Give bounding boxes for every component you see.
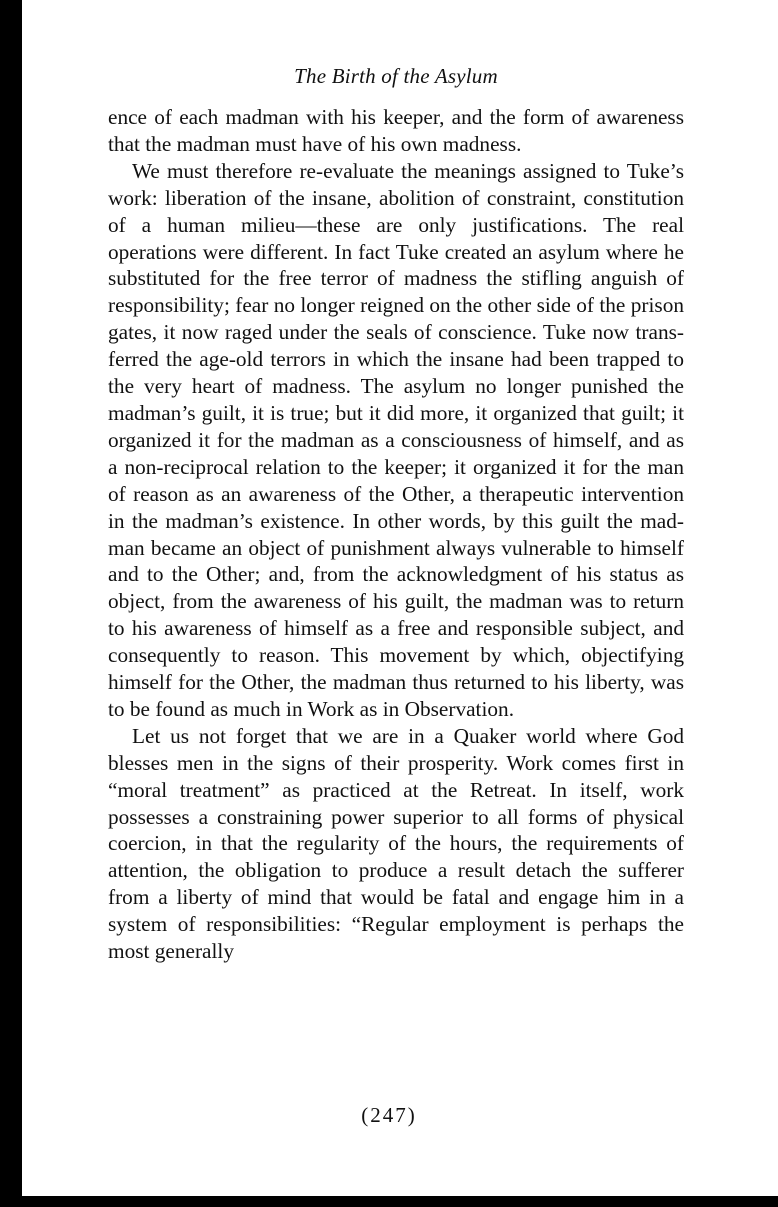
paragraph-tuke-work: We must therefore re-evaluate the meanings assigned to Tuke’s work: liberation of the insane, abolition of constraint, constitution of a human milieu—these are only justifications. The real operations were different. In fact Tuke created an asylum where he substituted for the free terror of madness the stifling anguish of responsibility; fear no longer reigned on the other side of the prison gates, it now raged under the seals of conscience. Tuke now transferred the age-old terrors in which the insane had been trapped to the very heart of madness. The asylum no longer punished the madman’s guilt, it is true; but it did more, it organized that guilt; it organized it for the madman as a consciousness of himself, and as a non-reciprocal relation to the keeper; it organized it for the man of reason as an awareness of the Other, a therapeutic intervention in the madman’s existence. In other words, by this guilt the madman became an object of punishment always vulnerable to himself and to the Other; and, from the acknowledgment of his status as object, from the awareness of his guilt, the madman was to return to his awareness of himself as a free and responsible subject, and consequently to reason. This movement by which, objectifying himself for the Other, the madman thus returned to his liberty, was to be found as much in Work as in Observation. <box>108 158 684 721</box>
scan-bottom-edge <box>0 1196 778 1207</box>
body-text <box>108 104 684 965</box>
scan-left-edge <box>0 0 22 1207</box>
running-head: The Birth of the Asylum <box>294 64 498 88</box>
page-number: (247) <box>361 1103 417 1127</box>
book-page <box>108 62 684 965</box>
paragraph-quaker-world: Let us not forget that we are in a Quaker world where God blesses men in the signs of their prosperity. Work comes first in “moral treatment” as practiced at the Retreat. In itself, work possesses a constraining power superior to all forms of physical coercion, in that the regularity of the hours, the requirements of attention, the obligation to produce a result detach the sufferer from a liberty of mind that would be fatal and engage him in a system of responsibilities: “Regular employment is perhaps the most generally <box>108 723 684 964</box>
paragraph-continuation: ence of each madman with his keeper, and the form of awareness that the madman must have of his own madness. <box>108 105 684 156</box>
